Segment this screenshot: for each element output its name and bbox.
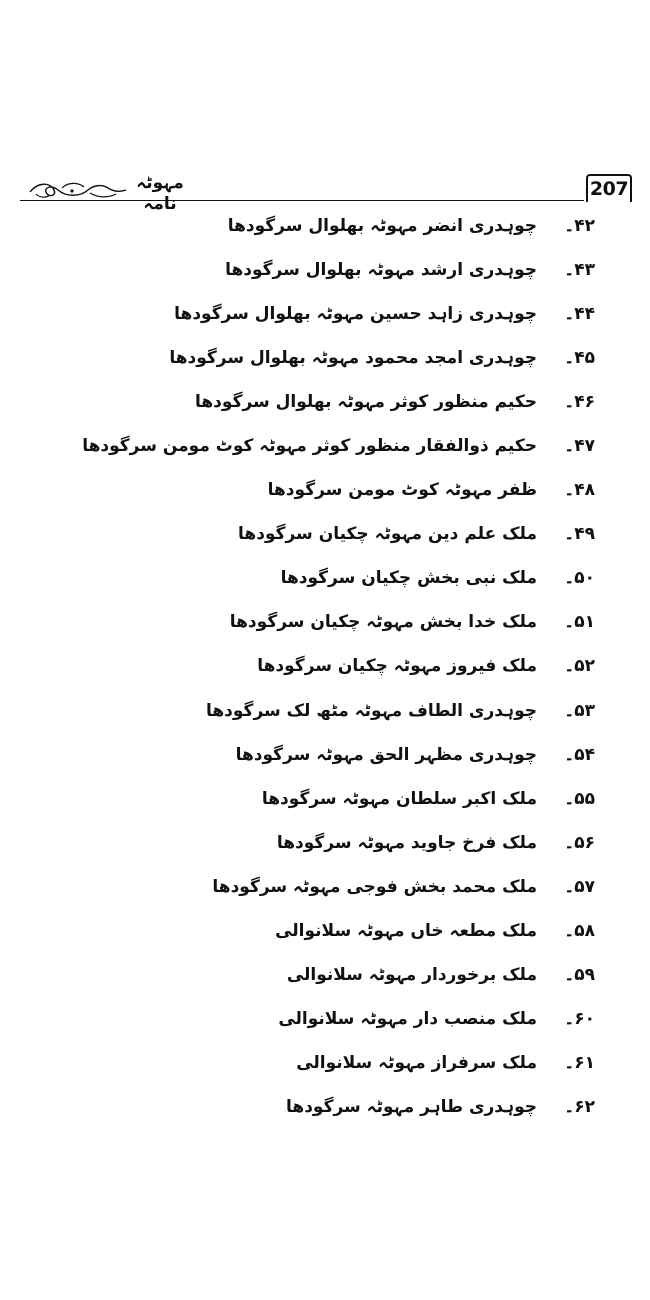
list-item xyxy=(40,1041,595,1085)
list-item xyxy=(40,468,595,512)
entry-number: ۵۹۔ xyxy=(564,965,595,986)
list-item xyxy=(40,997,595,1041)
page-number: 207 xyxy=(586,174,632,202)
list-item xyxy=(40,335,595,379)
entry-number: ۴۶۔ xyxy=(564,391,595,412)
entry-number: ۶۱۔ xyxy=(564,1053,595,1074)
entry-number: ۵۲۔ xyxy=(564,656,595,677)
entry-name: ملک منصب دار مہوٹہ سلانوالی xyxy=(278,1009,537,1030)
list-item xyxy=(40,776,595,820)
entry-name: ملک برخوردار مہوٹہ سلانوالی xyxy=(286,965,537,986)
entry-name: ملک سرفراز مہوٹہ سلانوالی xyxy=(296,1053,537,1074)
entry-name: حکیم منظور کوثر مہوٹہ بھلوال سرگودھا xyxy=(195,391,537,412)
entry-name: چوہدری ارشد مہوٹہ بھلوال سرگودھا xyxy=(225,259,537,280)
entry-name: ملک فیروز مہوٹہ چکیان سرگودھا xyxy=(257,656,537,677)
entry-number: ۴۷۔ xyxy=(564,436,595,457)
name-list xyxy=(40,203,595,1129)
list-item xyxy=(40,953,595,997)
entry-number: ۴۸۔ xyxy=(564,480,595,501)
entry-number: ۵۵۔ xyxy=(564,788,595,809)
entry-name: ملک نبی بخش چکیان سرگودھا xyxy=(280,567,537,588)
entry-number: ۵۷۔ xyxy=(564,876,595,897)
entry-number: ۴۹۔ xyxy=(564,524,595,545)
entry-number: ۴۳۔ xyxy=(564,259,595,280)
list-item xyxy=(40,291,595,335)
entry-name: ملک علم دین مہوٹہ چکیان سرگودھا xyxy=(238,524,537,545)
entry-name: ملک اکبر سلطان مہوٹہ سرگودھا xyxy=(261,788,537,809)
entry-name: چوہدری طاہر مہوٹہ سرگودھا xyxy=(286,1097,537,1118)
list-item xyxy=(40,423,595,467)
entry-name: چوہدری انضر مہوٹہ بھلوال سرگودھا xyxy=(227,215,537,236)
list-item xyxy=(40,379,595,423)
entry-name: ملک خدا بخش مہوٹہ چکیان سرگودھا xyxy=(229,612,537,633)
entry-number: ۵۰۔ xyxy=(564,568,595,589)
entry-number: ۵۱۔ xyxy=(564,612,595,633)
list-item xyxy=(40,203,595,247)
entry-number: ۴۴۔ xyxy=(564,303,595,324)
entry-number: ۴۲۔ xyxy=(564,215,595,236)
entry-name: حکیم ذوالفقار منظور کوثر مہوٹہ کوٹ مومن سرگودھا xyxy=(82,436,537,457)
floral-flourish-icon xyxy=(28,178,128,200)
list-item xyxy=(40,820,595,864)
list-item xyxy=(40,600,595,644)
entry-number: ۴۵۔ xyxy=(564,347,595,368)
page-header xyxy=(20,170,632,214)
header-rule xyxy=(20,200,584,201)
entry-name: ملک محمد بخش فوجی مہوٹہ سرگودھا xyxy=(212,876,537,897)
entry-number: ۵۳۔ xyxy=(564,700,595,721)
entry-name: چوہدری مظہر الحق مہوٹہ سرگودھا xyxy=(235,744,537,765)
list-item xyxy=(40,512,595,556)
entry-number: ۵۴۔ xyxy=(564,744,595,765)
list-item xyxy=(40,1085,595,1129)
list-item xyxy=(40,247,595,291)
entry-number: ۵۸۔ xyxy=(564,921,595,942)
list-item xyxy=(40,909,595,953)
entry-name: چوہدری الطاف مہوٹہ مٹھ لک سرگودھا xyxy=(206,700,537,721)
entry-name: ملک مطعہ خاں مہوٹہ سلانوالی xyxy=(275,921,537,942)
list-item xyxy=(40,732,595,776)
entry-name: چوہدری امجد محمود مہوٹہ بھلوال سرگودھا xyxy=(169,347,537,368)
list-item xyxy=(40,864,595,908)
entry-name: چوہدری زاہد حسین مہوٹہ بھلوال سرگودھا xyxy=(174,303,537,324)
list-item xyxy=(40,644,595,688)
entry-number: ۵۶۔ xyxy=(564,832,595,853)
entry-name: ملک فرخ جاوید مہوٹہ سرگودھا xyxy=(276,832,537,853)
book-title: مہوٹہ نامہ xyxy=(136,173,184,214)
entry-number: ۶۰۔ xyxy=(564,1009,595,1030)
entry-name: ظفر مہوٹہ کوٹ مومن سرگودھا xyxy=(267,480,537,501)
list-item xyxy=(40,556,595,600)
list-item xyxy=(40,688,595,732)
entry-number: ۶۲۔ xyxy=(564,1097,595,1118)
